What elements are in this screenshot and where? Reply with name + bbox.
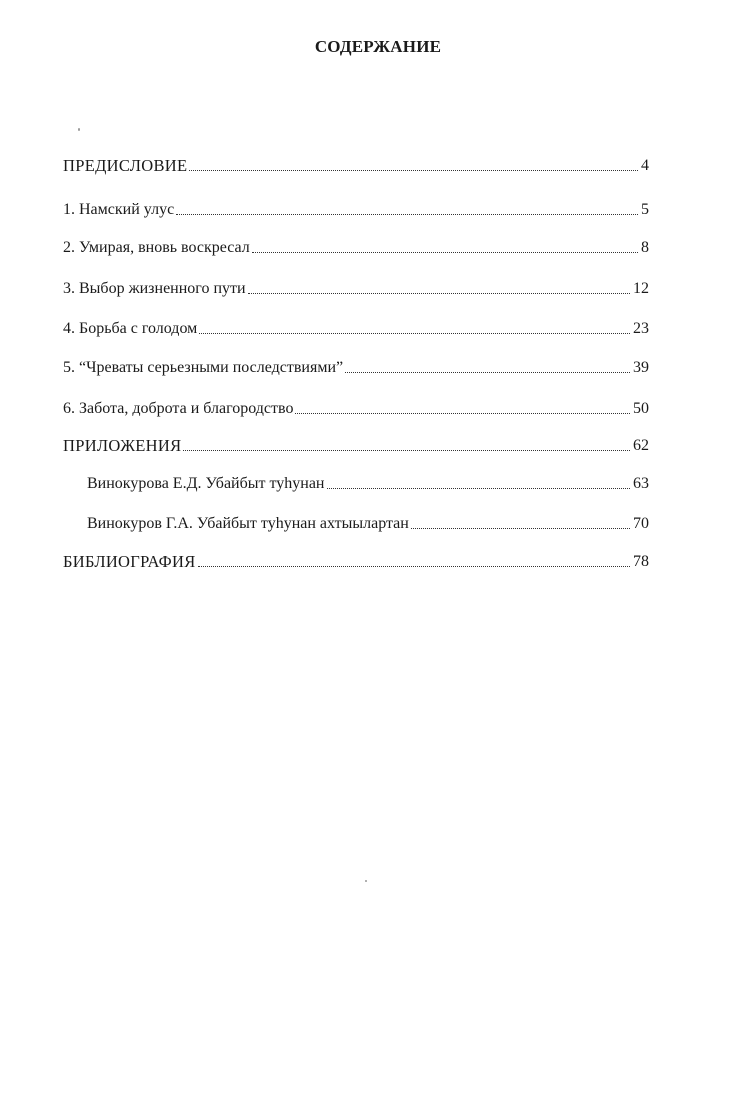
- toc-entry-label: Винокурова Е.Д. Убайбыт туhунан: [87, 475, 325, 492]
- dot-leader: [345, 372, 630, 373]
- toc-entry-chapter-1[interactable]: [63, 196, 649, 220]
- toc-entry-page: 70: [633, 515, 649, 532]
- toc-entry-label: 2. Умирая, вновь воскресал: [63, 239, 250, 256]
- toc-entry-label: ПРЕДИСЛОВИЕ: [63, 156, 188, 175]
- toc-entry-label: 1. Намский улус: [63, 201, 175, 218]
- toc-entry-label: 5. “Чреваты серьезными последствиями”: [63, 359, 344, 376]
- dot-leader: [189, 170, 638, 171]
- page-title: СОДЕРЖАНИЕ: [314, 37, 442, 56]
- toc-entry-label: ПРИЛОЖЕНИЯ: [63, 436, 182, 455]
- dot-leader: [295, 413, 630, 414]
- toc-entry-bibliography[interactable]: [63, 548, 649, 572]
- toc-entry-page: 63: [633, 475, 649, 492]
- toc-entry-page: 5: [641, 201, 649, 218]
- toc-entry-page: 39: [633, 359, 649, 376]
- toc-entry-chapter-5[interactable]: [63, 354, 649, 378]
- toc-entry-label: Винокуров Г.А. Убайбыт туhунан ахтыылартан: [87, 515, 409, 532]
- toc-entry-appendix-2[interactable]: [87, 510, 649, 534]
- scan-speck: [78, 128, 80, 131]
- toc-entry-page: 62: [633, 437, 649, 454]
- dot-leader: [199, 333, 630, 334]
- toc-entry-page: 12: [633, 280, 649, 297]
- scan-speck: [365, 880, 367, 882]
- toc-entry-page: 4: [641, 157, 649, 174]
- toc-entry-page: 23: [633, 320, 649, 337]
- toc-entry-label: 6. Забота, доброта и благородство: [63, 400, 294, 417]
- toc-entry-chapter-3[interactable]: [63, 275, 649, 299]
- toc-entry-page: 78: [633, 553, 649, 570]
- toc-entry-page: 8: [641, 239, 649, 256]
- toc-entry-label: БИБЛИОГРАФИЯ: [63, 552, 196, 571]
- toc-entry-chapter-2[interactable]: [63, 234, 649, 258]
- dot-leader: [248, 293, 630, 294]
- dot-leader: [183, 450, 630, 451]
- dot-leader: [327, 488, 631, 489]
- dot-leader: [252, 252, 638, 253]
- toc-entry-label: 3. Выбор жизненного пути: [63, 280, 246, 297]
- toc-entry-chapter-6[interactable]: [63, 395, 649, 419]
- dot-leader: [411, 528, 630, 529]
- dot-leader: [176, 214, 638, 215]
- dot-leader: [198, 566, 630, 567]
- toc-entry-label: 4. Борьба с голодом: [63, 320, 198, 337]
- toc-entry-appendix-1[interactable]: [87, 470, 649, 494]
- toc-entry-chapter-4[interactable]: [63, 315, 649, 339]
- toc-entry-page: 50: [633, 400, 649, 417]
- toc-entry-appendices[interactable]: [63, 432, 649, 456]
- toc-entry-preface[interactable]: [63, 152, 649, 176]
